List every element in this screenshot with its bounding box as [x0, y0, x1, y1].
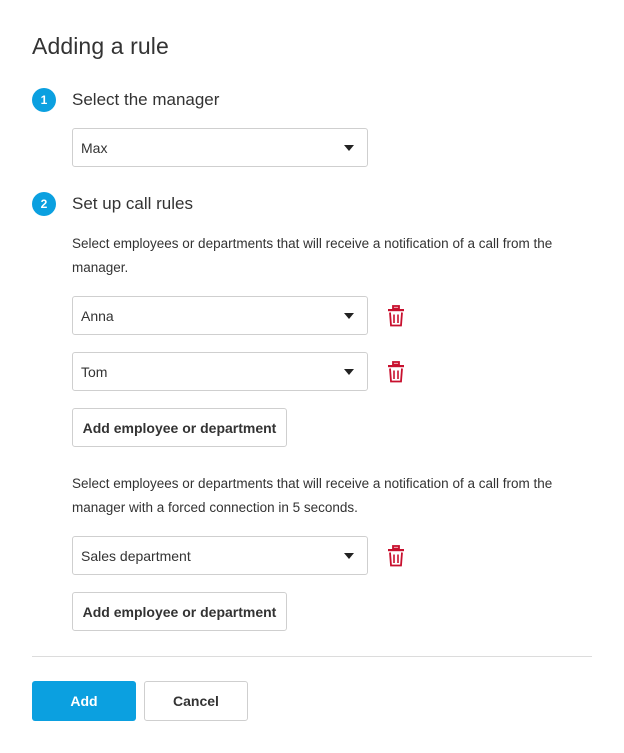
chevron-down-icon [344, 145, 354, 151]
step-label: Set up call rules [72, 194, 193, 213]
chevron-down-icon [344, 313, 354, 319]
employee-select-value: Tom [81, 363, 108, 380]
add-button[interactable]: Add [32, 681, 136, 721]
add-employee-button[interactable]: Add employee or department [72, 408, 287, 447]
employee-select-value: Anna [81, 307, 114, 324]
forced-employee-select[interactable] [72, 536, 368, 575]
notify-description: Select employees or departments that will receive a notification of a call from the manager. [72, 236, 553, 275]
step-2-header [32, 192, 193, 216]
notify-employee-select[interactable] [72, 352, 368, 391]
step-number-badge: 2 [32, 192, 56, 216]
cancel-button[interactable]: Cancel [144, 681, 248, 721]
divider [32, 656, 592, 657]
page-title: Adding a rule [32, 33, 169, 59]
manager-select[interactable] [72, 128, 368, 167]
chevron-down-icon [344, 369, 354, 375]
notify-employee-select[interactable] [72, 296, 368, 335]
trash-icon[interactable] [387, 361, 405, 383]
step-label: Select the manager [72, 90, 220, 109]
chevron-down-icon [344, 553, 354, 559]
forced-description: Select employees or departments that will receive a notification of a call from the manager with a forced connection in 5 seconds. [72, 476, 553, 515]
employee-select-value: Sales department [81, 547, 191, 564]
step-1-header [32, 88, 219, 112]
step-number-badge: 1 [32, 88, 56, 112]
trash-icon[interactable] [387, 545, 405, 567]
add-forced-employee-button[interactable]: Add employee or department [72, 592, 287, 631]
manager-select-value: Max [81, 139, 108, 156]
trash-icon[interactable] [387, 305, 405, 327]
